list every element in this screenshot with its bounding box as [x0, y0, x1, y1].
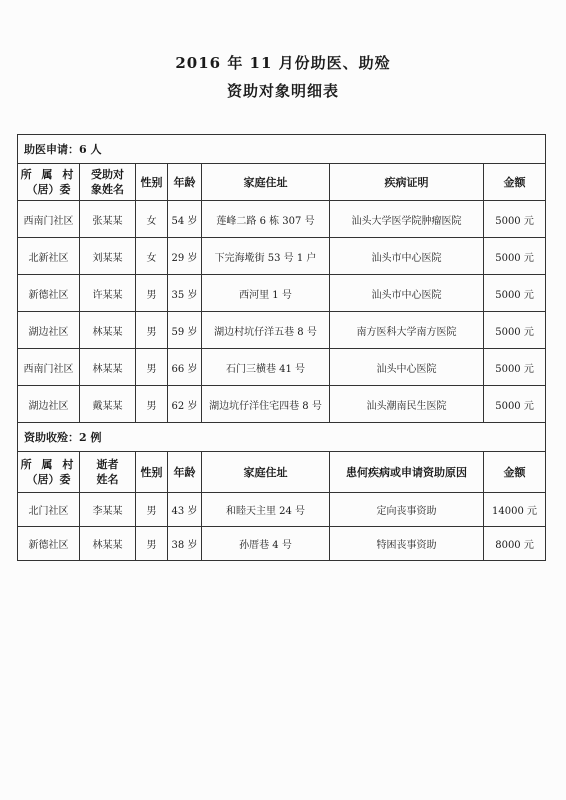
cell-gender: 男 [136, 349, 168, 386]
cell-gender: 男 [136, 493, 168, 527]
table-row [18, 349, 546, 386]
cell-address: 湖边村坑仔洋五巷 8 号 [202, 312, 330, 349]
cell-age: 38 岁 [168, 527, 202, 561]
cell-gender: 男 [136, 386, 168, 423]
table-row [18, 386, 546, 423]
col-village-header [18, 164, 80, 201]
cell-address: 西河里 1 号 [202, 275, 330, 312]
cell-name: 林某某 [80, 349, 136, 386]
cell-amount: 5000 元 [484, 201, 546, 238]
col-age-header: 年龄 [168, 164, 202, 201]
cell-reason: 汕头大学医学院肿瘤医院 [330, 201, 484, 238]
cell-age: 59 岁 [168, 312, 202, 349]
col-reason-header: 患何疾病或申请资助原因 [330, 452, 484, 493]
document-title-line2: 资助对象明细表 [226, 82, 339, 100]
village-header-line2: （居）委 [26, 473, 71, 486]
cell-reason: 定向丧事资助 [330, 493, 484, 527]
document-title-line1: 2016 年 11 月份助医、助殓 [175, 54, 391, 72]
cell-name: 戴某某 [80, 386, 136, 423]
table-row [18, 275, 546, 312]
cell-age: 43 岁 [168, 493, 202, 527]
section1-label: 助医申请：6 人 [18, 135, 546, 164]
name-header-line1: 逝者 [96, 458, 119, 471]
cell-village: 湖边社区 [18, 386, 80, 423]
cell-amount: 14000 元 [484, 493, 546, 527]
col-gender-header: 性别 [136, 452, 168, 493]
name-header-line1: 受助对 [91, 168, 124, 181]
cell-village: 湖边社区 [18, 312, 80, 349]
cell-reason: 汕头市中心医院 [330, 275, 484, 312]
cell-amount: 5000 元 [484, 349, 546, 386]
cell-village: 北新社区 [18, 238, 80, 275]
name-header-line2: 象姓名 [91, 183, 124, 196]
cell-name: 林某某 [80, 312, 136, 349]
cell-village: 北门社区 [18, 493, 80, 527]
cell-age: 54 岁 [168, 201, 202, 238]
name-header-line2: 姓名 [96, 473, 119, 486]
cell-name: 刘某某 [80, 238, 136, 275]
cell-address: 和睦天主里 24 号 [202, 493, 330, 527]
cell-gender: 女 [136, 238, 168, 275]
cell-gender: 男 [136, 275, 168, 312]
cell-gender: 男 [136, 527, 168, 561]
cell-name: 许某某 [80, 275, 136, 312]
cell-amount: 5000 元 [484, 275, 546, 312]
section1-column-headers [18, 164, 546, 201]
cell-age: 29 岁 [168, 238, 202, 275]
village-header-line2: （居）委 [26, 183, 71, 196]
col-gender-header: 性别 [136, 164, 168, 201]
village-header-line1: 所 属 村 [20, 458, 77, 471]
col-amount-header: 金额 [484, 164, 546, 201]
cell-reason: 汕头中心医院 [330, 349, 484, 386]
cell-reason: 特困丧事资助 [330, 527, 484, 561]
table-row [18, 312, 546, 349]
cell-village: 新德社区 [18, 275, 80, 312]
cell-amount: 8000 元 [484, 527, 546, 561]
cell-amount: 5000 元 [484, 386, 546, 423]
cell-name: 李某某 [80, 493, 136, 527]
table-row [18, 527, 546, 561]
col-address-header: 家庭住址 [202, 164, 330, 201]
table-row [18, 493, 546, 527]
cell-name: 林某某 [80, 527, 136, 561]
cell-village: 西南门社区 [18, 201, 80, 238]
cell-gender: 女 [136, 201, 168, 238]
table-row [18, 201, 546, 238]
col-reason-header: 疾病证明 [330, 164, 484, 201]
section2-column-headers [18, 452, 546, 493]
cell-reason: 南方医科大学南方医院 [330, 312, 484, 349]
cell-name: 张某某 [80, 201, 136, 238]
col-name-header [80, 164, 136, 201]
cell-village: 西南门社区 [18, 349, 80, 386]
cell-address: 孙厝巷 4 号 [202, 527, 330, 561]
cell-address: 湖边坑仔洋住宅四巷 8 号 [202, 386, 330, 423]
col-address-header: 家庭住址 [202, 452, 330, 493]
col-name-header [80, 452, 136, 493]
village-header-line1: 所 属 村 [20, 168, 77, 181]
cell-reason: 汕头潮南民生医院 [330, 386, 484, 423]
cell-age: 35 岁 [168, 275, 202, 312]
cell-village: 新德社区 [18, 527, 80, 561]
cell-age: 62 岁 [168, 386, 202, 423]
cell-address: 下完海墘街 53 号 1 户 [202, 238, 330, 275]
section1-header-row [18, 135, 546, 164]
table-row [18, 238, 546, 275]
beneficiary-table [17, 134, 546, 561]
col-village-header [18, 452, 80, 493]
cell-gender: 男 [136, 312, 168, 349]
cell-address: 莲峰二路 6 栋 307 号 [202, 201, 330, 238]
cell-amount: 5000 元 [484, 238, 546, 275]
section2-label: 资助收殓：2 例 [18, 423, 546, 452]
cell-reason: 汕头市中心医院 [330, 238, 484, 275]
cell-address: 石门三横巷 41 号 [202, 349, 330, 386]
section2-header-row [18, 423, 546, 452]
col-age-header: 年龄 [168, 452, 202, 493]
col-amount-header: 金额 [484, 452, 546, 493]
cell-age: 66 岁 [168, 349, 202, 386]
cell-amount: 5000 元 [484, 312, 546, 349]
